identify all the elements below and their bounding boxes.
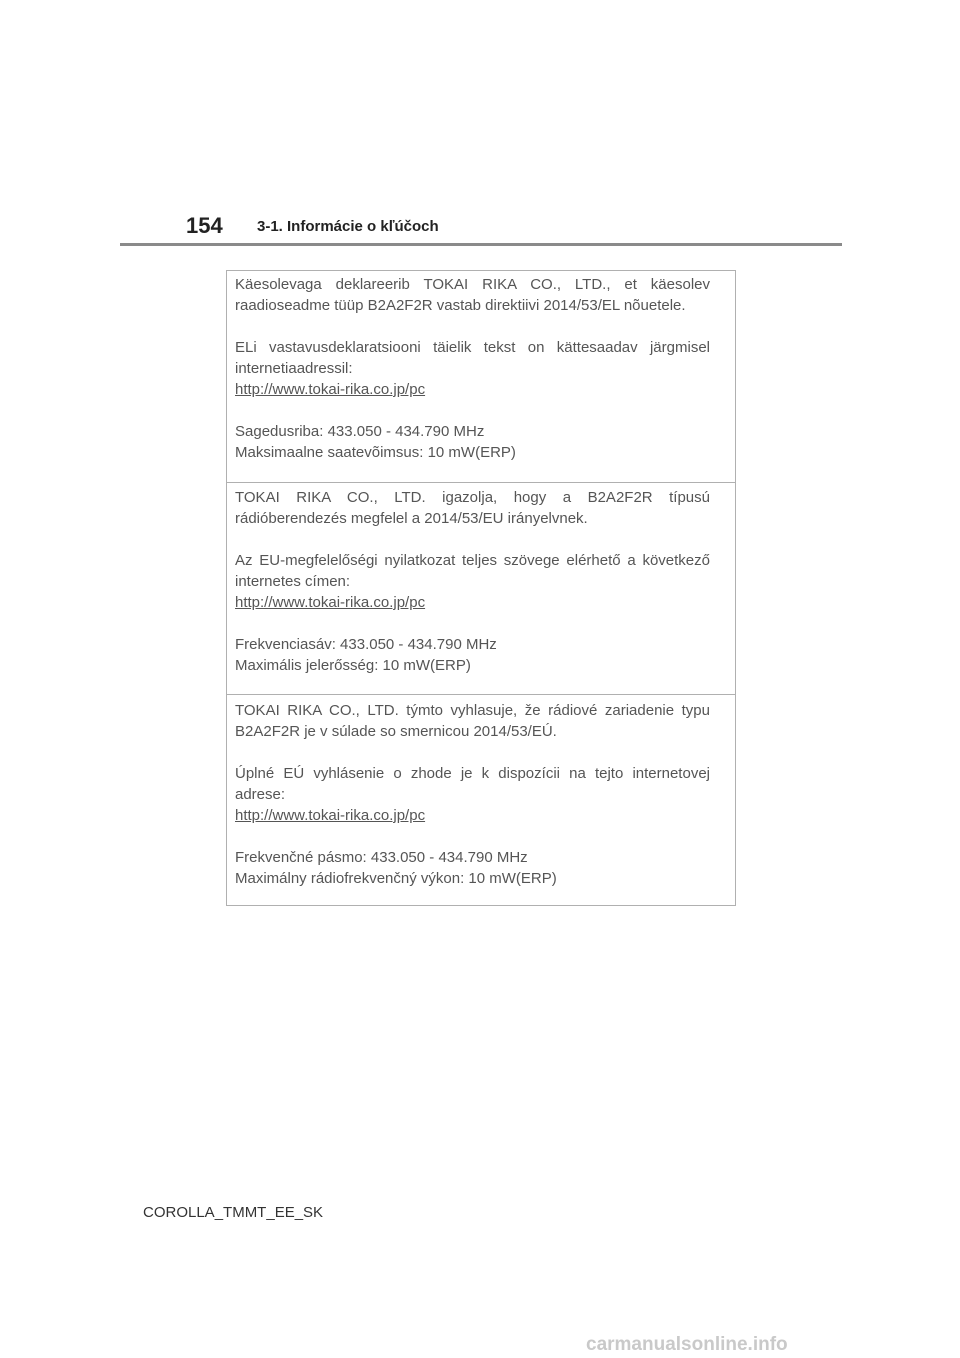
declaration-text: TOKAI RIKA CO., LTD. týmto vyhlasuje, že rádiové zariadenie typu B2A2F2R je v súlade so smernicou 2014/53/EÚ. <box>235 702 710 740</box>
declaration-url-link[interactable]: http://www.tokai-rika.co.jp/pc <box>235 807 426 824</box>
section-title: 3-1. Informácie o kľúčoch <box>257 218 439 235</box>
availability-text: Úplné EÚ vyhlásenie o zhode je k dispozícii na tejto internetovej adrese: <box>235 765 710 803</box>
power-text: Maksimaalne saatevõimsus: 10 mW(ERP) <box>235 444 516 461</box>
declaration-section-estonian <box>227 271 735 482</box>
power-text: Maximálny rádiofrekvenčný výkon: 10 mW(ERP) <box>235 870 557 887</box>
frequency-text: Frekvenciasáv: 433.050 - 434.790 MHz <box>235 636 497 653</box>
declaration-box <box>226 270 736 906</box>
page-number: 154 <box>186 213 223 238</box>
availability-text: ELi vastavusdeklaratsiooni täielik tekst on kättesaadav järgmisel internetiaadressil: <box>235 339 710 377</box>
power-text: Maximális jelerősség: 10 mW(ERP) <box>235 657 471 674</box>
declaration-url-link[interactable]: http://www.tokai-rika.co.jp/pc <box>235 594 426 611</box>
frequency-text: Frekvenčné pásmo: 433.050 - 434.790 MHz <box>235 849 528 866</box>
header-divider <box>120 243 842 246</box>
declaration-text: TOKAI RIKA CO., LTD. igazolja, hogy a B2A2F2R típusú rádióberendezés megfelel a 2014/53/EU irányelvnek. <box>235 489 710 527</box>
document-code: COROLLA_TMMT_EE_SK <box>143 1204 324 1221</box>
declaration-text: Käesolevaga deklareerib TOKAI RIKA CO., LTD., et käesolev raadioseadme tüüp B2A2F2R vastab direktiivi 2014/53/EL nõuetele. <box>235 276 710 314</box>
watermark: carmanualsonline.info <box>586 1334 788 1355</box>
frequency-text: Sagedusriba: 433.050 - 434.790 MHz <box>235 423 485 440</box>
availability-text: Az EU-megfelelőségi nyilatkozat teljes szövege elérhető a következő internetes címen: <box>235 552 710 590</box>
declaration-section-hungarian <box>227 482 735 694</box>
declaration-url-link[interactable]: http://www.tokai-rika.co.jp/pc <box>235 381 426 398</box>
declaration-section-slovak <box>227 694 735 905</box>
